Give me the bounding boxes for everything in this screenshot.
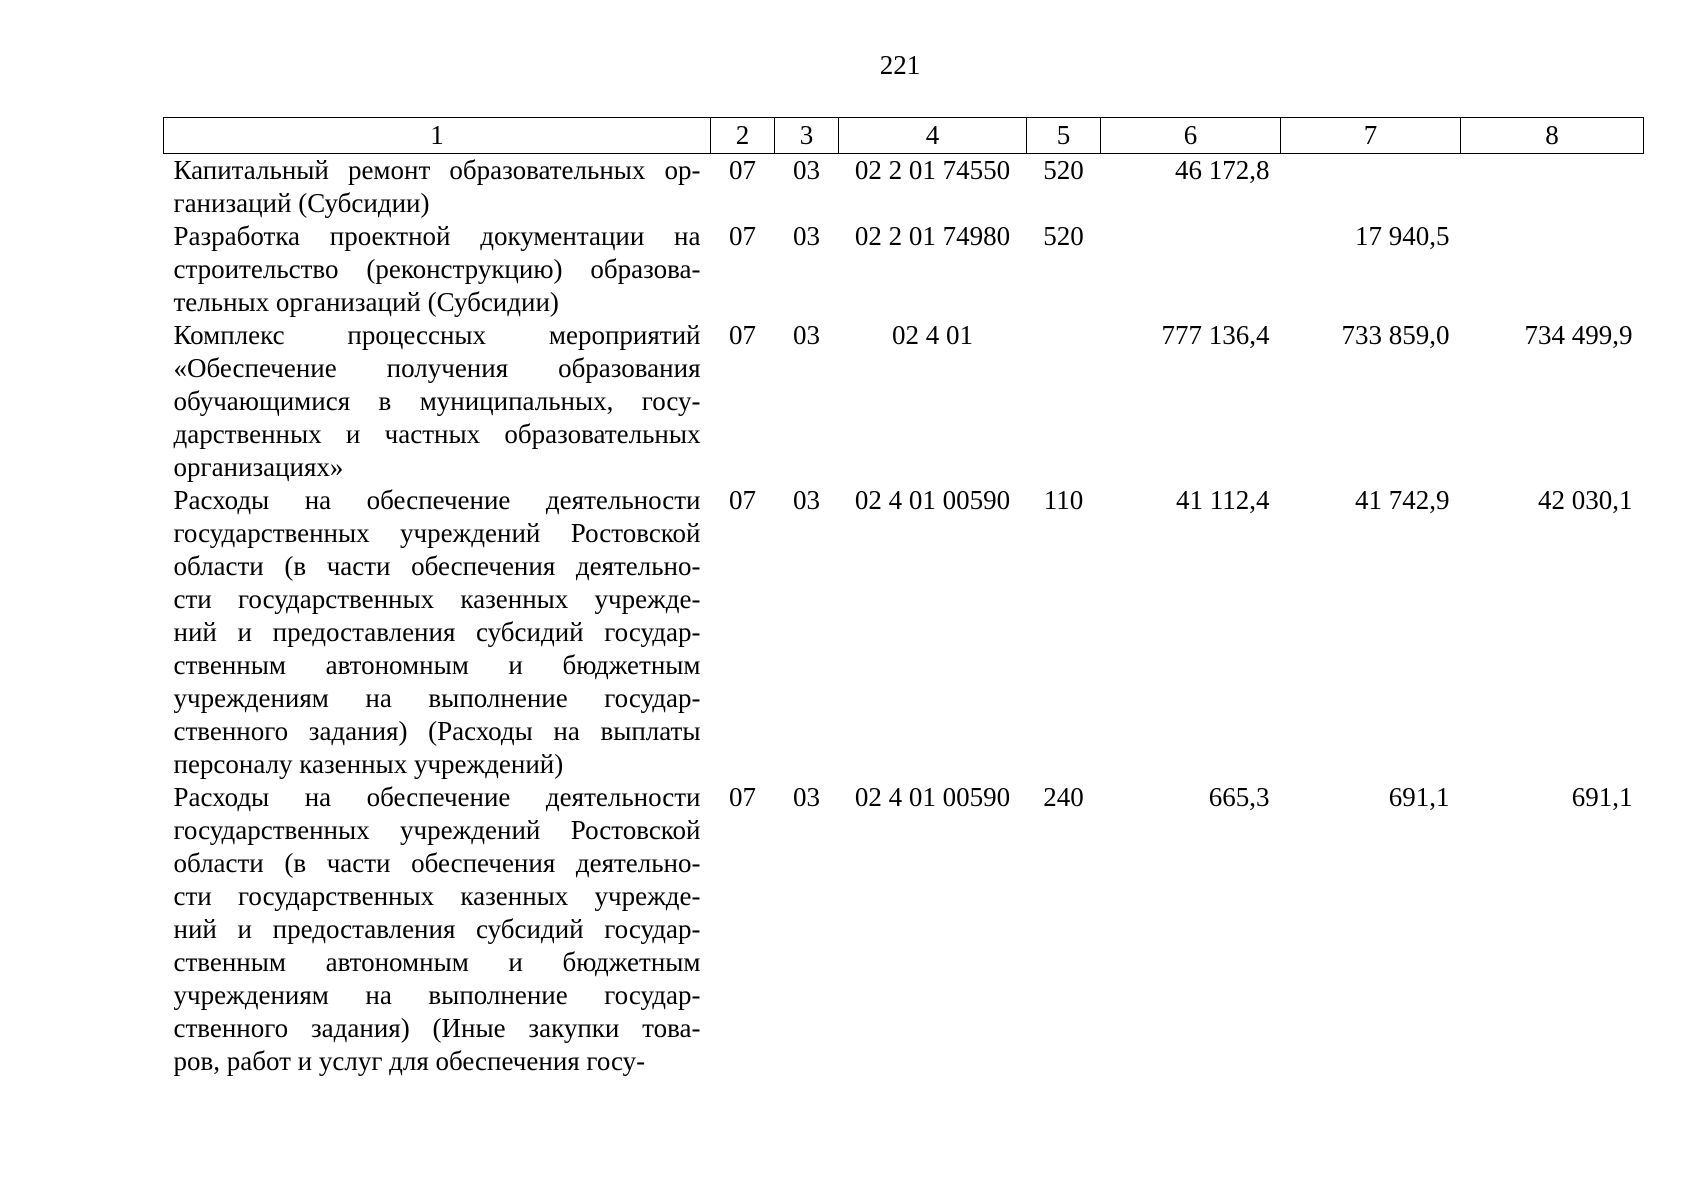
expense-name-line: Капитальный ремонт образовательных ор-	[173, 155, 701, 185]
expense-name-line: «Обеспечение получения образования	[173, 353, 701, 383]
column-header: 2	[711, 118, 775, 154]
table-row	[164, 220, 1644, 319]
section-code-cell: 07	[729, 221, 756, 251]
subsection-code-cell: 03	[793, 221, 820, 251]
expense-name-cell	[164, 781, 711, 1078]
expense-name-line: области (в части обеспечения деятельно-	[173, 551, 701, 581]
amount-cell-col8	[1461, 220, 1644, 319]
page-number: 221	[879, 50, 921, 80]
amount-cell-col6: 665,3	[1208, 782, 1270, 812]
expense-type-cell: 520	[1043, 155, 1084, 185]
table-row	[164, 484, 1644, 781]
expense-type-cell: 240	[1043, 782, 1084, 812]
amount-cell-col7	[1281, 154, 1461, 221]
expense-name-cell	[164, 220, 711, 319]
amount-cell-col6: 41 112,4	[1176, 485, 1270, 515]
table-row	[164, 319, 1644, 484]
expense-name-cell	[164, 154, 711, 221]
target-article-cell: 02 4 01	[892, 320, 973, 350]
column-header: 3	[775, 118, 839, 154]
expense-name-line: строительство (реконструкцию) образова-	[173, 254, 701, 284]
amount-cell-col8: 691,1	[1571, 782, 1633, 812]
expense-type-cell: 110	[1043, 485, 1084, 515]
expense-name-line: учреждениям на выполнение государ-	[173, 980, 701, 1010]
expense-name-line: сти государственных казенных учрежде-	[173, 584, 701, 614]
subsection-code-cell: 03	[793, 155, 820, 185]
amount-cell-col6	[1101, 220, 1281, 319]
expense-name-line: учреждениям на выполнение государ-	[173, 683, 701, 713]
section-code-cell: 07	[729, 320, 756, 350]
expense-name-line: ров, работ и услуг для обеспечения госу-	[173, 1046, 646, 1076]
section-code-cell: 07	[729, 485, 756, 515]
expense-name-line: ственным автономным и бюджетным	[173, 947, 701, 977]
column-header: 5	[1027, 118, 1101, 154]
expense-name-line: ственного задания) (Расходы на выплаты	[173, 716, 701, 746]
expense-name-line: государственных учреждений Ростовской	[173, 518, 701, 548]
target-article-cell: 02 2 01 74550	[854, 155, 1011, 185]
amount-cell-col8: 734 499,9	[1524, 320, 1633, 350]
expense-name-line: Разработка проектной документации на	[173, 221, 701, 251]
expense-type-cell	[1027, 319, 1101, 484]
table-body	[164, 154, 1644, 1079]
subsection-code-cell: 03	[793, 320, 820, 350]
target-article-cell: 02 4 01 00590	[854, 485, 1011, 515]
amount-cell-col8: 42 030,1	[1538, 485, 1633, 515]
expense-name-line: ний и предоставления субсидий государ-	[173, 914, 701, 944]
expense-name-line: Расходы на обеспечение деятельности	[173, 485, 701, 515]
column-header: 1	[164, 118, 711, 154]
section-code-cell: 07	[729, 155, 756, 185]
budget-table	[163, 117, 1644, 1078]
expense-name-line: сти государственных казенных учрежде-	[173, 881, 701, 911]
amount-cell-col7: 17 940,5	[1355, 221, 1450, 251]
expense-name-line: ственным автономным и бюджетным	[173, 650, 701, 680]
expense-name-cell	[164, 319, 711, 484]
subsection-code-cell: 03	[793, 782, 820, 812]
target-article-cell: 02 2 01 74980	[854, 221, 1011, 251]
expense-name-line: организациях»	[173, 452, 344, 482]
expense-name-line: дарственных и частных образовательных	[173, 419, 701, 449]
amount-cell-col7: 41 742,9	[1355, 485, 1450, 515]
column-number-header-row	[164, 118, 1644, 154]
amount-cell-col6: 777 136,4	[1161, 320, 1270, 350]
expense-name-line: ганизаций (Субсидии)	[173, 188, 430, 218]
expense-name-line: Комплекс процессных мероприятий	[173, 320, 701, 350]
section-code-cell: 07	[729, 782, 756, 812]
subsection-code-cell: 03	[793, 485, 820, 515]
column-header: 8	[1461, 118, 1644, 154]
amount-cell-col7: 733 859,0	[1341, 320, 1450, 350]
column-header: 7	[1281, 118, 1461, 154]
expense-name-cell	[164, 484, 711, 781]
expense-name-line: персоналу казенных учреждений)	[173, 749, 564, 779]
expense-name-line: обучающимися в муниципальных, госу-	[173, 386, 701, 416]
expense-name-line: тельных организаций (Субсидии)	[173, 287, 559, 317]
column-header: 6	[1101, 118, 1281, 154]
column-header: 4	[839, 118, 1027, 154]
target-article-cell: 02 4 01 00590	[854, 782, 1011, 812]
expense-name-line: ний и предоставления субсидий государ-	[173, 617, 701, 647]
amount-cell-col7: 691,1	[1388, 782, 1450, 812]
table-row	[164, 781, 1644, 1078]
amount-cell-col8	[1461, 154, 1644, 221]
amount-cell-col6: 46 172,8	[1175, 155, 1270, 185]
expense-type-cell: 520	[1043, 221, 1084, 251]
table-row	[164, 154, 1644, 221]
expense-name-line: государственных учреждений Ростовской	[173, 815, 701, 845]
expense-name-line: области (в части обеспечения деятельно-	[173, 848, 701, 878]
expense-name-line: Расходы на обеспечение деятельности	[173, 782, 701, 812]
expense-name-line: ственного задания) (Иные закупки това-	[173, 1013, 701, 1043]
